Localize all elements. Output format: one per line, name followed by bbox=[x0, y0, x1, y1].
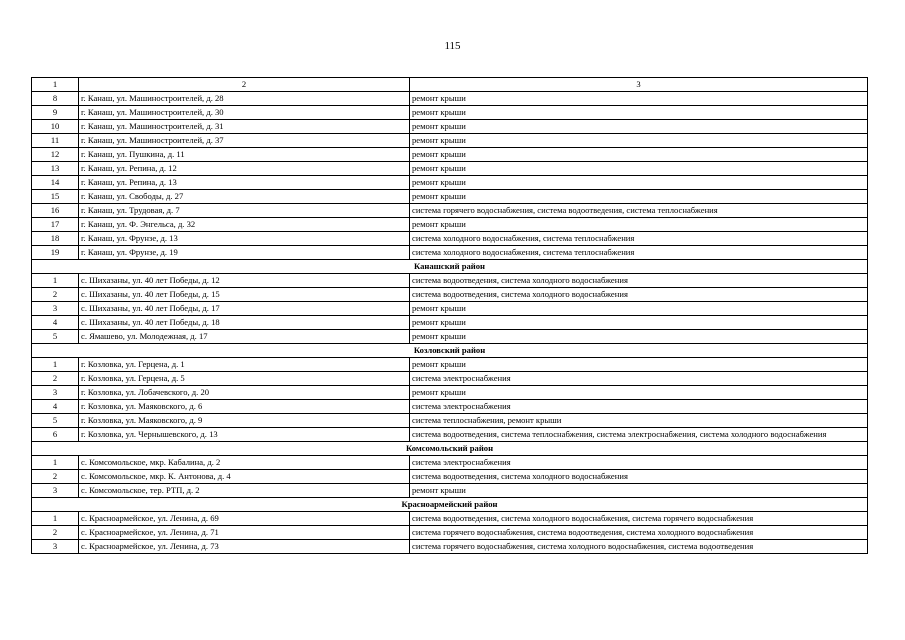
table-row bbox=[32, 372, 868, 386]
address-cell: г. Козловка, ул. Чернышевского, д. 13 bbox=[79, 428, 410, 442]
table-row bbox=[32, 204, 868, 218]
table-row bbox=[32, 330, 868, 344]
works-cell: ремонт крыши bbox=[410, 106, 868, 120]
row-number-cell: 1 bbox=[32, 512, 79, 526]
address-cell: г. Канаш, ул. Трудовая, д. 7 bbox=[79, 204, 410, 218]
row-number-cell: 3 bbox=[32, 484, 79, 498]
table-row bbox=[32, 526, 868, 540]
table-row bbox=[32, 246, 868, 260]
address-cell: с. Красноармейское, ул. Ленина, д. 73 bbox=[79, 540, 410, 554]
table-row bbox=[32, 190, 868, 204]
works-cell: система теплоснабжения, ремонт крыши bbox=[410, 414, 868, 428]
works-cell: система электроснабжения bbox=[410, 400, 868, 414]
works-cell: ремонт крыши bbox=[410, 162, 868, 176]
works-cell: ремонт крыши bbox=[410, 316, 868, 330]
address-cell: г. Канаш, ул. Пушкина, д. 11 bbox=[79, 148, 410, 162]
column-number-row bbox=[32, 78, 868, 92]
address-cell: с. Комсомольское, тер. РТП, д. 2 bbox=[79, 484, 410, 498]
district-title: Красноармейский район bbox=[32, 498, 868, 512]
page-number: 115 bbox=[444, 40, 461, 52]
row-number-cell: 4 bbox=[32, 400, 79, 414]
column-number-1: 1 bbox=[32, 78, 79, 92]
works-cell: система водоотведения, система холодного водоснабжения, система горячего водоснабжения bbox=[410, 512, 868, 526]
address-cell: г. Козловка, ул. Герцена, д. 1 bbox=[79, 358, 410, 372]
row-number-cell: 4 bbox=[32, 316, 79, 330]
address-cell: г. Канаш, ул. Машиностроителей, д. 30 bbox=[79, 106, 410, 120]
table-row bbox=[32, 386, 868, 400]
works-cell: ремонт крыши bbox=[410, 134, 868, 148]
row-number-cell: 1 bbox=[32, 358, 79, 372]
row-number-cell: 5 bbox=[32, 330, 79, 344]
works-cell: ремонт крыши bbox=[410, 92, 868, 106]
address-cell: г. Козловка, ул. Герцена, д. 5 bbox=[79, 372, 410, 386]
address-cell: г. Канаш, ул. Репина, д. 13 bbox=[79, 176, 410, 190]
row-number-cell: 1 bbox=[32, 456, 79, 470]
address-cell: г. Канаш, ул. Свободы, д. 27 bbox=[79, 190, 410, 204]
table-row bbox=[32, 400, 868, 414]
repair-register-table bbox=[31, 77, 868, 554]
table-row bbox=[32, 316, 868, 330]
table-body bbox=[32, 78, 868, 554]
row-number-cell: 16 bbox=[32, 204, 79, 218]
works-cell: ремонт крыши bbox=[410, 190, 868, 204]
row-number-cell: 17 bbox=[32, 218, 79, 232]
row-number-cell: 3 bbox=[32, 386, 79, 400]
works-cell: ремонт крыши bbox=[410, 386, 868, 400]
row-number-cell: 1 bbox=[32, 274, 79, 288]
works-cell: система горячего водоснабжения, система водоотведения, система теплоснабжения bbox=[410, 204, 868, 218]
table-row bbox=[32, 540, 868, 554]
address-cell: с. Шихазаны, ул. 40 лет Победы, д. 17 bbox=[79, 302, 410, 316]
address-cell: г. Козловка, ул. Маяковского, д. 9 bbox=[79, 414, 410, 428]
row-number-cell: 3 bbox=[32, 540, 79, 554]
address-cell: г. Канаш, ул. Фрунзе, д. 13 bbox=[79, 232, 410, 246]
address-cell: с. Комсомольское, мкр. Кабалина, д. 2 bbox=[79, 456, 410, 470]
works-cell: система водоотведения, система теплоснабжения, система электроснабжения, система холодного водоснабжения bbox=[410, 428, 868, 442]
table-row bbox=[32, 470, 868, 484]
address-cell: г. Канаш, ул. Машиностроителей, д. 37 bbox=[79, 134, 410, 148]
works-cell: ремонт крыши bbox=[410, 358, 868, 372]
row-number-cell: 14 bbox=[32, 176, 79, 190]
district-header-row bbox=[32, 344, 868, 358]
address-cell: с. Красноармейское, ул. Ленина, д. 69 bbox=[79, 512, 410, 526]
address-cell: г. Канаш, ул. Машиностроителей, д. 28 bbox=[79, 92, 410, 106]
works-cell: система водоотведения, система холодного водоснабжения bbox=[410, 288, 868, 302]
row-number-cell: 2 bbox=[32, 526, 79, 540]
table-row bbox=[32, 456, 868, 470]
table-row bbox=[32, 120, 868, 134]
column-number-2: 2 bbox=[79, 78, 410, 92]
row-number-cell: 11 bbox=[32, 134, 79, 148]
works-cell: система электроснабжения bbox=[410, 456, 868, 470]
table-row bbox=[32, 358, 868, 372]
works-cell: ремонт крыши bbox=[410, 176, 868, 190]
district-header-row bbox=[32, 260, 868, 274]
table-row bbox=[32, 92, 868, 106]
address-cell: с. Шихазаны, ул. 40 лет Победы, д. 15 bbox=[79, 288, 410, 302]
row-number-cell: 3 bbox=[32, 302, 79, 316]
row-number-cell: 15 bbox=[32, 190, 79, 204]
table-row bbox=[32, 428, 868, 442]
table-row bbox=[32, 302, 868, 316]
works-cell: система электроснабжения bbox=[410, 372, 868, 386]
table-row bbox=[32, 106, 868, 120]
address-cell: г. Козловка, ул. Маяковского, д. 6 bbox=[79, 400, 410, 414]
works-cell: система водоотведения, система холодного водоснабжения bbox=[410, 274, 868, 288]
works-cell: ремонт крыши bbox=[410, 120, 868, 134]
table-row bbox=[32, 414, 868, 428]
works-cell: ремонт крыши bbox=[410, 218, 868, 232]
works-cell: ремонт крыши bbox=[410, 302, 868, 316]
works-cell: ремонт крыши bbox=[410, 330, 868, 344]
table-row bbox=[32, 176, 868, 190]
address-cell: г. Канаш, ул. Ф. Энгельса, д. 32 bbox=[79, 218, 410, 232]
address-cell: г. Козловка, ул. Лобачевского, д. 20 bbox=[79, 386, 410, 400]
district-header-row bbox=[32, 498, 868, 512]
table-row bbox=[32, 134, 868, 148]
row-number-cell: 9 bbox=[32, 106, 79, 120]
works-cell: система горячего водоснабжения, система холодного водоснабжения, система водоотведения bbox=[410, 540, 868, 554]
address-cell: г. Канаш, ул. Фрунзе, д. 19 bbox=[79, 246, 410, 260]
works-cell: система холодного водоснабжения, система теплоснабжения bbox=[410, 246, 868, 260]
address-cell: с. Ямашево, ул. Молодежная, д. 17 bbox=[79, 330, 410, 344]
works-cell: ремонт крыши bbox=[410, 148, 868, 162]
row-number-cell: 18 bbox=[32, 232, 79, 246]
row-number-cell: 2 bbox=[32, 470, 79, 484]
table-row bbox=[32, 274, 868, 288]
row-number-cell: 10 bbox=[32, 120, 79, 134]
table-row bbox=[32, 288, 868, 302]
column-number-3: 3 bbox=[410, 78, 868, 92]
row-number-cell: 19 bbox=[32, 246, 79, 260]
row-number-cell: 2 bbox=[32, 372, 79, 386]
works-cell: система водоотведения, система холодного водоснабжения bbox=[410, 470, 868, 484]
address-cell: с. Шихазаны, ул. 40 лет Победы, д. 12 bbox=[79, 274, 410, 288]
row-number-cell: 5 bbox=[32, 414, 79, 428]
table-row bbox=[32, 218, 868, 232]
district-title: Комсомольский район bbox=[32, 442, 868, 456]
row-number-cell: 2 bbox=[32, 288, 79, 302]
district-title: Канашский район bbox=[32, 260, 868, 274]
table-row bbox=[32, 512, 868, 526]
address-cell: г. Канаш, ул. Репина, д. 12 bbox=[79, 162, 410, 176]
table-row bbox=[32, 484, 868, 498]
address-cell: с. Шихазаны, ул. 40 лет Победы, д. 18 bbox=[79, 316, 410, 330]
table-row bbox=[32, 232, 868, 246]
works-cell: ремонт крыши bbox=[410, 484, 868, 498]
table-row bbox=[32, 148, 868, 162]
works-cell: система холодного водоснабжения, система теплоснабжения bbox=[410, 232, 868, 246]
row-number-cell: 12 bbox=[32, 148, 79, 162]
district-title: Козловский район bbox=[32, 344, 868, 358]
address-cell: с. Красноармейское, ул. Ленина, д. 71 bbox=[79, 526, 410, 540]
district-header-row bbox=[32, 442, 868, 456]
row-number-cell: 6 bbox=[32, 428, 79, 442]
row-number-cell: 8 bbox=[32, 92, 79, 106]
works-cell: система горячего водоснабжения, система водоотведения, система холодного водоснабжения bbox=[410, 526, 868, 540]
row-number-cell: 13 bbox=[32, 162, 79, 176]
address-cell: г. Канаш, ул. Машиностроителей, д. 31 bbox=[79, 120, 410, 134]
address-cell: с. Комсомольское, мкр. К. Антонова, д. 4 bbox=[79, 470, 410, 484]
table-row bbox=[32, 162, 868, 176]
